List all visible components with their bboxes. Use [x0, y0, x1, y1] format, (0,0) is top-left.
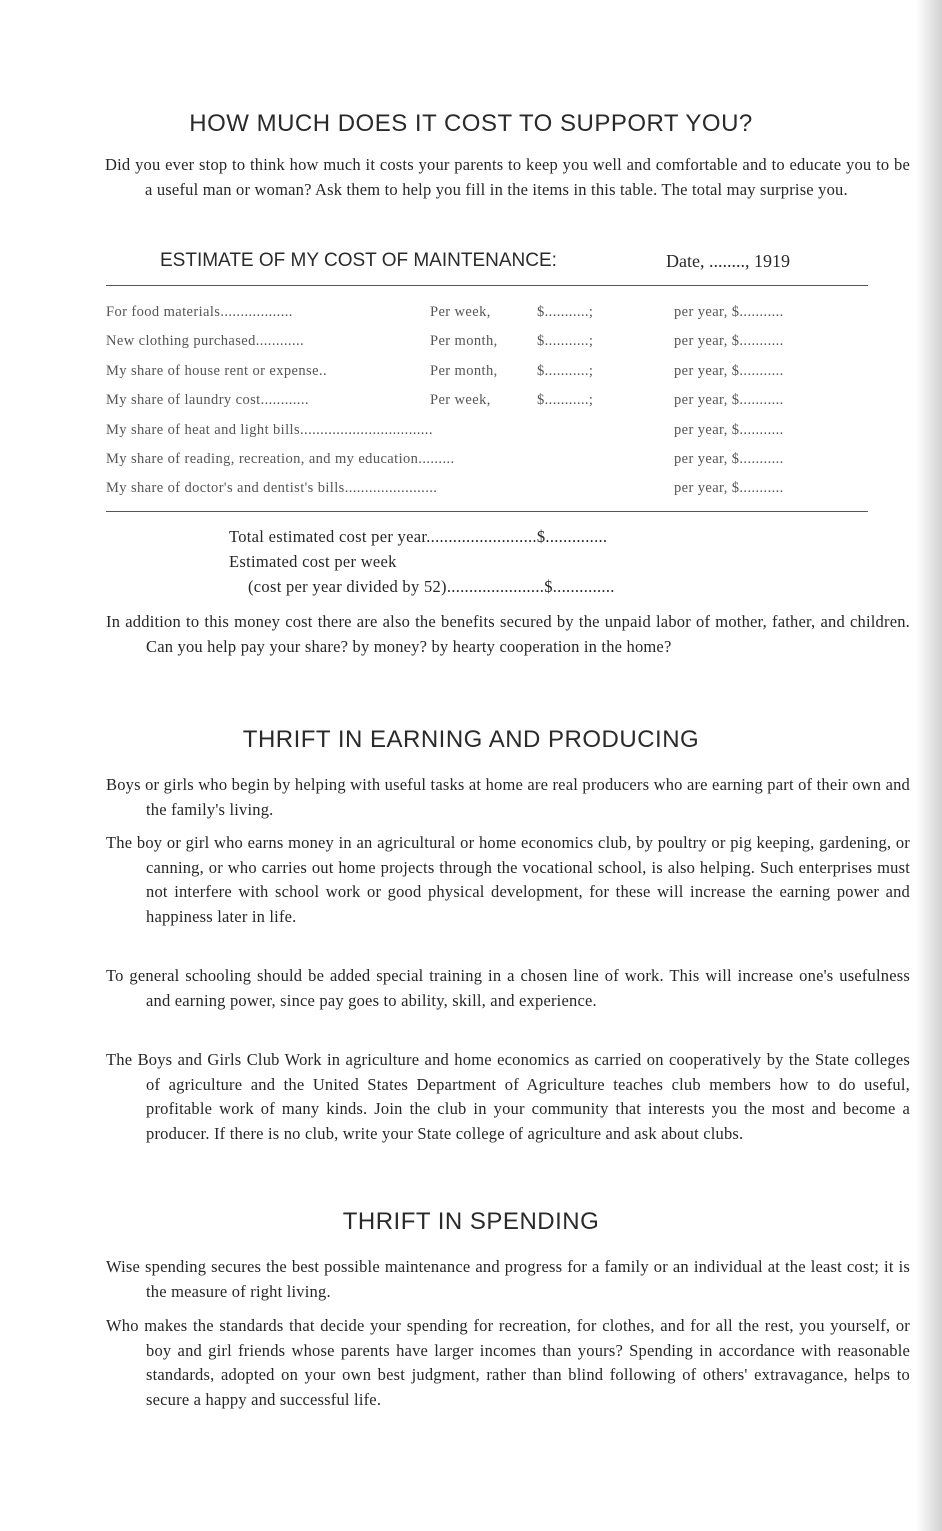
total-per-year: Total estimated cost per year.........................$..............: [229, 527, 608, 546]
row-item: My share of heat and light bills.................................: [106, 422, 433, 438]
row-item: My share of doctor's and dentist's bills.......................: [106, 480, 438, 496]
row-item: My share of reading, recreation, and my education.........: [106, 451, 455, 467]
cost-intro: Did you ever stop to think how much it costs your parents to keep you well and comfortable and to educate you to be a useful man or woman? Ask them to help you fill in the items in this table. The total may surprise you.: [105, 155, 910, 199]
spending-heading: THRIFT IN SPENDING: [342, 1208, 600, 1235]
row-blank: $...........;: [537, 392, 594, 408]
estimate-title-line: [160, 250, 850, 272]
earning-paragraph: The Boys and Girls Club Work in agriculture and home economics as carried on cooperatively by the State colleges of agriculture and the United States Department of Agriculture teaches club members how to do useful, profitable work of many kinds. Join the club in your community that interests you the most and become a producer. If there is no club, write your State college of agriculture and ask about clubs.: [106, 1050, 910, 1143]
row-year: per year, $...........: [674, 304, 784, 320]
row-period: Per month,: [430, 363, 498, 379]
cost-heading: HOW MUCH DOES IT COST TO SUPPORT YOU?: [189, 110, 753, 137]
estimate-bottom-rule: [106, 511, 868, 512]
row-year: per year, $...........: [674, 333, 784, 349]
row-item: My share of house rent or expense..: [106, 363, 327, 379]
estimate-date: Date, ........, 1919: [666, 251, 790, 271]
estimate-row-food: [106, 304, 868, 326]
row-year: per year, $...........: [674, 422, 784, 438]
addition-paragraph: In addition to this money cost there are also the benefits secured by the unpaid labor of mother, father, and children. Can you help pay your share? by money? by hearty cooperation in the home?: [106, 612, 910, 656]
estimate-row-heat-light: [106, 422, 868, 444]
row-period: Per month,: [430, 333, 498, 349]
row-year: per year, $...........: [674, 363, 784, 379]
cost-per-week-label: Estimated cost per week: [229, 552, 397, 571]
earning-paragraph: Boys or girls who begin by helping with useful tasks at home are real producers who are earning part of their own and the family's living.: [106, 775, 910, 819]
estimate-row-rent: [106, 363, 868, 385]
row-item: For food materials..................: [106, 304, 293, 320]
row-period: Per week,: [430, 304, 491, 320]
row-blank: $...........;: [537, 304, 594, 320]
estimate-row-clothing: [106, 333, 868, 355]
spending-paragraph: Wise spending secures the best possible maintenance and progress for a family or an individual at the least cost; it is the measure of right living.: [106, 1257, 910, 1301]
row-year: per year, $...........: [674, 451, 784, 467]
earning-heading: THRIFT IN EARNING AND PRODUCING: [242, 726, 700, 753]
row-year: per year, $...........: [674, 480, 784, 496]
spending-paragraph: Who makes the standards that decide your spending for recreation, for clothes, and for all the rest, you yourself, or boy and girl friends whose parents have larger incomes than yours? Spending in accordance with reasonable standards, adopted on your own best judgment, rather than blind following of others' extravagance, helps to secure a happy and successful life.: [106, 1316, 910, 1409]
estimate-title: ESTIMATE OF MY COST OF MAINTENANCE:: [160, 250, 557, 271]
estimate-row-laundry: [106, 392, 868, 414]
row-item: My share of laundry cost............: [106, 392, 309, 408]
earning-paragraph: To general schooling should be added special training in a chosen line of work. This will increase one's usefulness and earning power, since pay goes to ability, skill, and experience.: [106, 966, 910, 1010]
estimate-row-doctor: [106, 480, 868, 502]
estimate-top-rule: [106, 285, 868, 286]
cost-per-week-detail: (cost per year divided by 52)......................$..............: [248, 577, 615, 596]
page-edge-shadow: [916, 0, 942, 1531]
estimate-row-reading: [106, 451, 868, 473]
earning-paragraph: The boy or girl who earns money in an agricultural or home economics club, by poultry or pig keeping, gardening, or canning, or who carries out home projects through the vocational school, is also helping. Such enterprises must not interfere with school work or good physical development, for these will increase the earning power and happiness later in life.: [106, 833, 910, 926]
row-blank: $...........;: [537, 333, 594, 349]
row-period: Per week,: [430, 392, 491, 408]
row-blank: $...........;: [537, 363, 594, 379]
row-item: New clothing purchased............: [106, 333, 305, 349]
row-year: per year, $...........: [674, 392, 784, 408]
